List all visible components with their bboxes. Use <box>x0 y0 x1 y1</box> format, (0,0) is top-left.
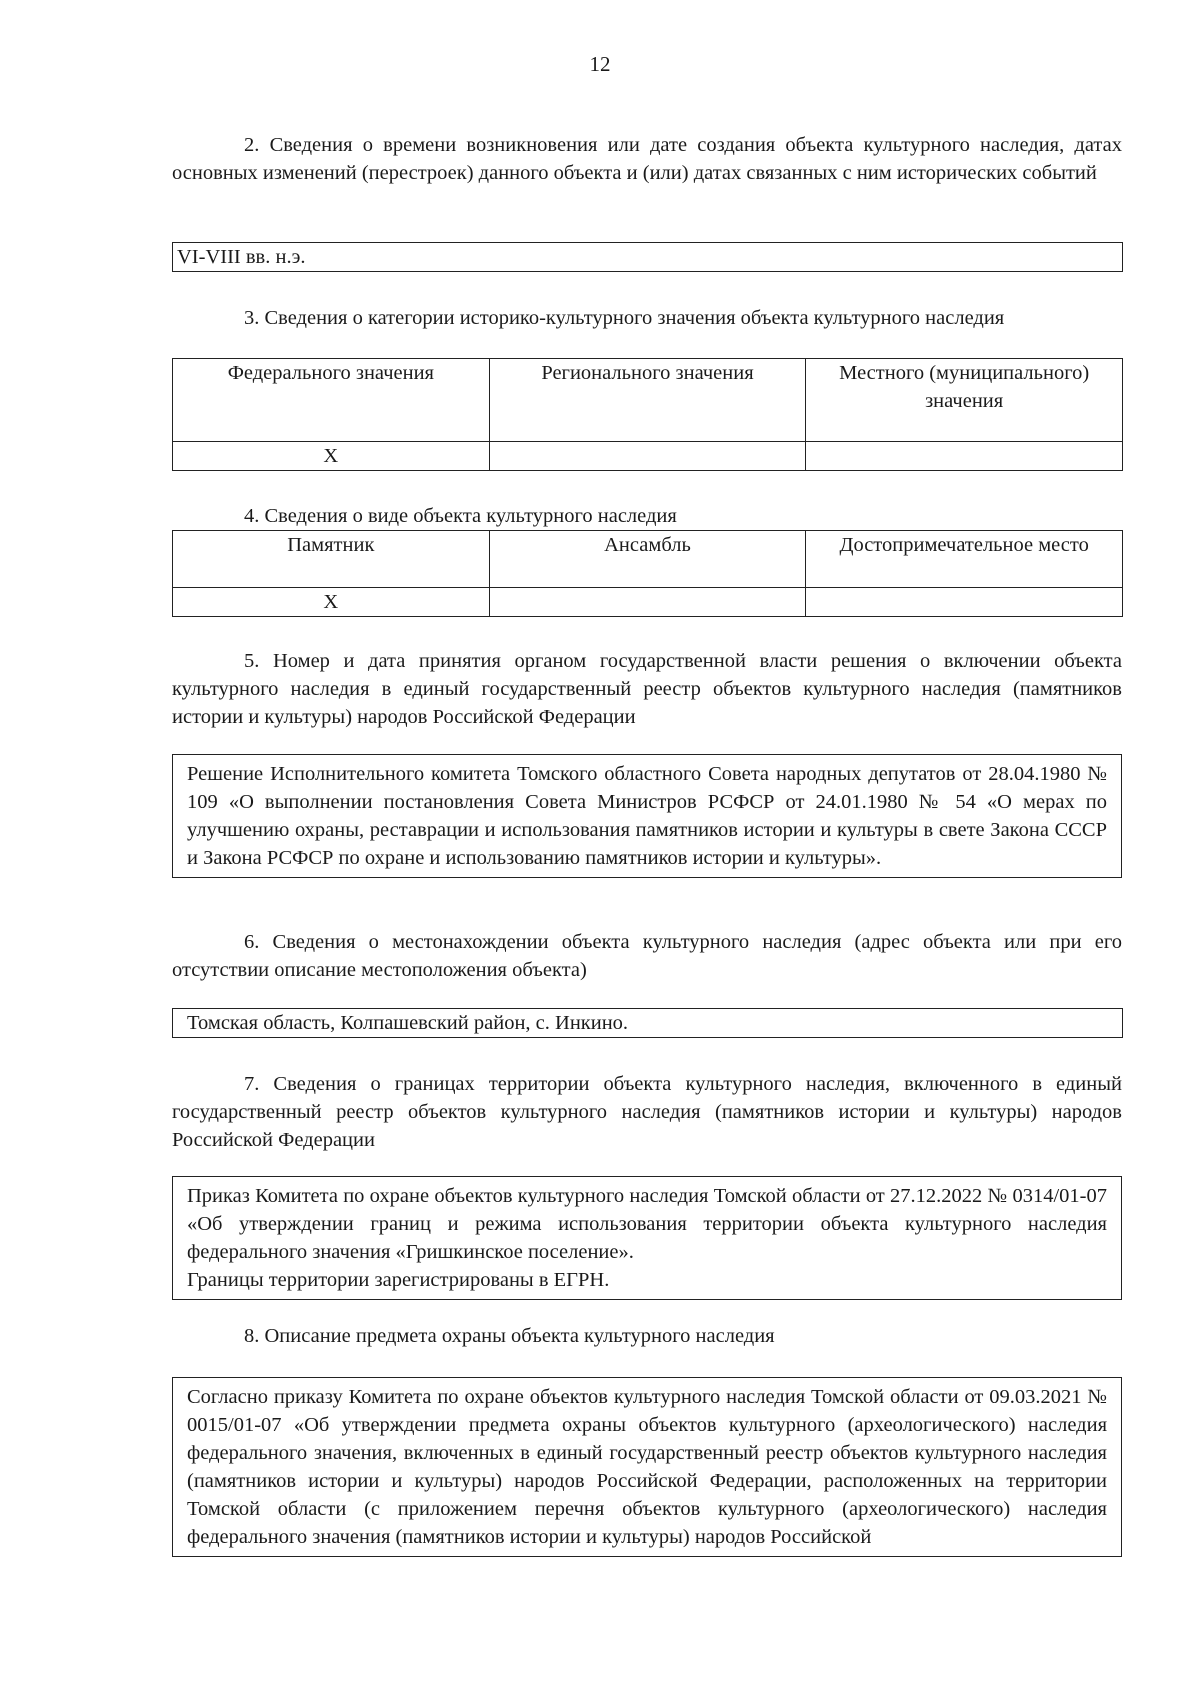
category-mark-regional <box>489 442 806 471</box>
type-mark-ensemble <box>489 588 806 617</box>
category-table <box>172 358 1123 471</box>
section-2-value: VI-VIII вв. н.э. <box>177 246 306 268</box>
category-table-mark-row <box>173 442 1123 471</box>
section-3-heading: 3. Сведения о категории историко-культурного значения объекта культурного наследия <box>244 307 1005 329</box>
section-6-value: Томская область, Колпашевский район, с. Инкино. <box>187 1012 629 1034</box>
section-6-heading: 6. Сведения о местонахождении объекта культурного наследия (адрес объекта или при его отсутствии описание местоположения объекта) <box>172 931 1122 981</box>
section-7-value-order: Приказ Комитета по охране объектов культурного наследия Томской области от 27.12.2022 № 0314/01-07 «Об утверждении границ и режима использования территории объекта культурного наследия федерального значения «Гришкинское поселение». <box>187 1185 1107 1263</box>
section-8-value: Согласно приказу Комитета по охране объектов культурного наследия Томской области от 09.03.2021 № 0015/01-07 «Об утверждении предмета охраны объектов культурного (археологического) наследия федерального значения, включенных в единый государственный реестр объектов культурного наследия (памятников истории и культуры) народов Российской Федерации, расположенных на территории Томской области (с приложением перечня объектов культурного (археологического) наследия федерального значения (памятников истории и культуры) народов Российской <box>187 1386 1107 1548</box>
category-col-federal: Федерального значения <box>173 359 490 442</box>
section-5-heading: 5. Номер и дата принятия органом государственной власти решения о включении объекта культурного наследия в единый государственный реестр объектов культурного наследия (памятников истории и культуры) народов Российской Федерации <box>172 650 1122 728</box>
type-col-monument: Памятник <box>173 531 490 588</box>
section-8-value-box <box>172 1377 1122 1557</box>
type-col-ensemble: Ансамбль <box>489 531 806 588</box>
type-mark-monument: Х <box>173 588 490 617</box>
type-table-mark-row <box>173 588 1123 617</box>
category-col-regional: Регионального значения <box>489 359 806 442</box>
page-number: 12 <box>589 52 611 76</box>
section-4-heading: 4. Сведения о виде объекта культурного наследия <box>244 505 677 527</box>
section-8-heading: 8. Описание предмета охраны объекта культурного наследия <box>244 1325 775 1347</box>
type-col-landmark: Достопримечательное место <box>806 531 1123 588</box>
section-2-value-box <box>172 242 1123 272</box>
type-mark-landmark <box>806 588 1123 617</box>
section-6-value-box <box>172 1008 1123 1038</box>
category-mark-federal: Х <box>173 442 490 471</box>
section-5-value-box <box>172 754 1122 878</box>
type-table-header-row <box>173 531 1123 588</box>
category-col-local: Местного (муниципального) значения <box>806 359 1123 442</box>
section-7-value-registration: Границы территории зарегистрированы в ЕГРН. <box>187 1269 610 1291</box>
section-7-value-box <box>172 1176 1122 1300</box>
category-table-header-row <box>173 359 1123 442</box>
section-7-heading: 7. Сведения о границах территории объекта культурного наследия, включенного в единый государственный реестр объектов культурного наследия (памятников истории и культуры) народов Российской Федерации <box>172 1073 1122 1151</box>
type-table <box>172 530 1123 617</box>
section-5-value: Решение Исполнительного комитета Томского областного Совета народных депутатов от 28.04.1980 № 109 «О выполнении постановления Совета Министров РСФСР от 24.01.1980 № 54 «О мерах по улучшению охраны, реставрации и использования памятников истории и культуры в свете Закона СССР и Закона РСФСР по охране и использованию памятников истории и культуры». <box>187 763 1107 869</box>
category-mark-local <box>806 442 1123 471</box>
section-2-heading: 2. Сведения о времени возникновения или дате создания объекта культурного наследия, датах основных изменений (перестроек) данного объекта и (или) датах связанных с ним исторических событий <box>172 134 1122 184</box>
